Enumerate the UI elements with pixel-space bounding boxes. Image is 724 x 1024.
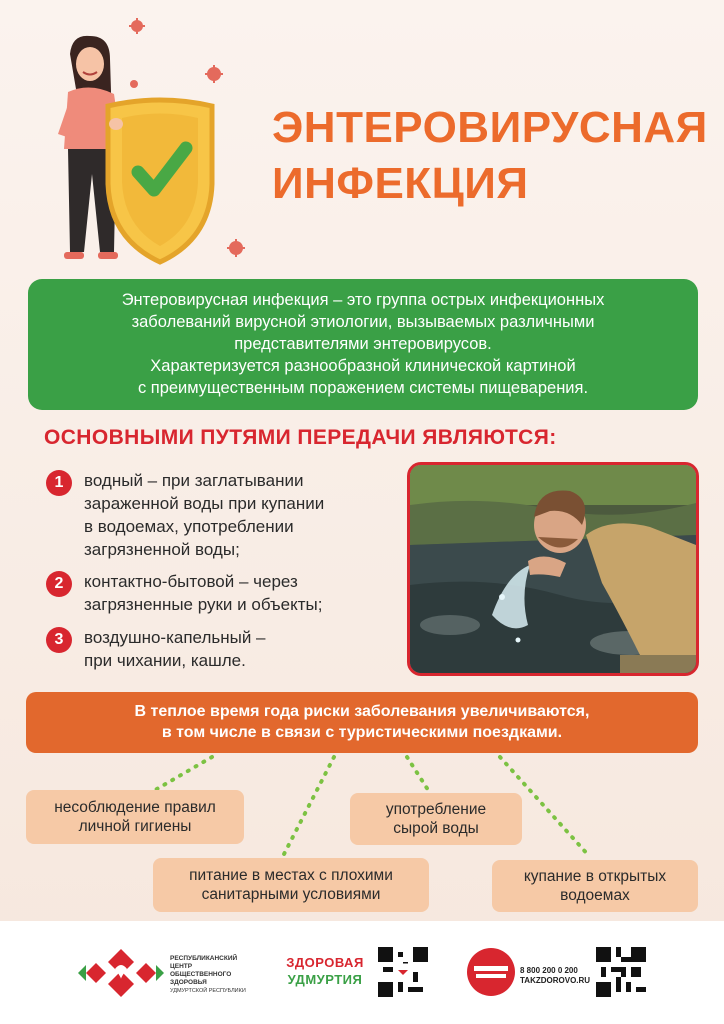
risk-pill-line: санитарными условиями (201, 886, 381, 903)
route-text-line: в водоемах, употреблении (84, 517, 294, 536)
center-name-line: РЕСПУБЛИКАНСКИЙ ЦЕНТР (170, 955, 238, 970)
risk-pill (26, 790, 244, 844)
qr-code-icon (378, 947, 428, 997)
route-item (46, 469, 391, 561)
center-name-line: УДМУРТСКОЙ РЕСПУБЛИКИ (170, 988, 246, 994)
route-text-line: воздушно-капельный – (84, 628, 266, 647)
man-drinking-water-photo (407, 462, 699, 676)
route-text (84, 570, 322, 616)
contacts (520, 966, 596, 986)
intro-box (28, 279, 698, 410)
shield-check-icon (108, 100, 212, 262)
intro-line: заболеваний вирусной этиологии, вызываемых различными (131, 313, 595, 331)
risk-pill-line: купание в открытых (523, 868, 667, 885)
zdorovaya-line1: ЗДОРОВАЯ (286, 955, 364, 970)
route-text-line: контактно-бытовой – через (84, 572, 298, 591)
site-link[interactable]: TAKZDOROVO.RU (520, 976, 591, 985)
route-item (46, 570, 391, 616)
woman-with-shield-illustration (30, 14, 270, 269)
banner-line: В теплое время года риски заболевания увеличиваются, (134, 703, 590, 720)
phone-number: 8 800 200 0 200 (520, 966, 578, 975)
routes-heading: ОСНОВНЫМИ ПУТЯМИ ПЕРЕДАЧИ ЯВЛЯЮТСЯ: (44, 426, 557, 449)
route-number-badge: 1 (46, 470, 72, 496)
warning-banner (26, 692, 698, 753)
intro-line: представителями энтеровирусов. (234, 335, 492, 353)
route-text-line: загрязненные руки и объекты; (84, 595, 323, 614)
route-number-badge: 3 (46, 627, 72, 653)
ty-silnee-badge-icon (466, 947, 516, 997)
center-name (170, 955, 260, 995)
risk-pill (350, 793, 522, 845)
risk-pill-line: несоблюдение правил (54, 799, 216, 816)
zdorovaya-line2: УДМУРТИЯ (287, 972, 363, 987)
route-text (84, 469, 324, 561)
page-title-line1: ЭНТЕРОВИРУСНАЯ (272, 103, 708, 152)
banner-line: в том числе в связи с туристическими поездками. (161, 724, 563, 741)
risk-pill-line: употребление (385, 801, 487, 818)
ornament-logo-icon (78, 947, 164, 999)
intro-line: Характеризуется разнообразной клинической картиной (150, 357, 576, 375)
intro-line: Энтеровирусная инфекция – это группа острых инфекционных (121, 291, 605, 309)
intro-line: с преимущественным поражением системы пищеварения. (137, 379, 589, 397)
route-number-badge: 2 (46, 571, 72, 597)
page-title-line2: ИНФЕКЦИЯ (272, 159, 529, 208)
route-text-line: загрязненной воды; (84, 540, 240, 559)
route-text-line: при чихании, кашле. (84, 651, 246, 670)
qr-code-icon (596, 947, 646, 997)
risk-pill (153, 858, 429, 912)
route-text-line: водный – при заглатывании (84, 471, 304, 490)
risk-pill-line: водоемах (560, 887, 630, 904)
risk-pill-line: питание в местах с плохими (189, 867, 393, 884)
zdorovaya-udmurtiya-logo (280, 955, 370, 987)
page-title (272, 100, 712, 212)
risk-pill (492, 860, 698, 912)
risk-pill-line: сырой воды (393, 820, 479, 837)
center-name-line: ОБЩЕСТВЕННОГО ЗДОРОВЬЯ (170, 971, 232, 986)
route-text-line: зараженной воды при купании (84, 494, 325, 513)
route-item (46, 626, 391, 672)
route-text (84, 626, 266, 672)
risk-pill-line: личной гигиены (78, 818, 192, 835)
